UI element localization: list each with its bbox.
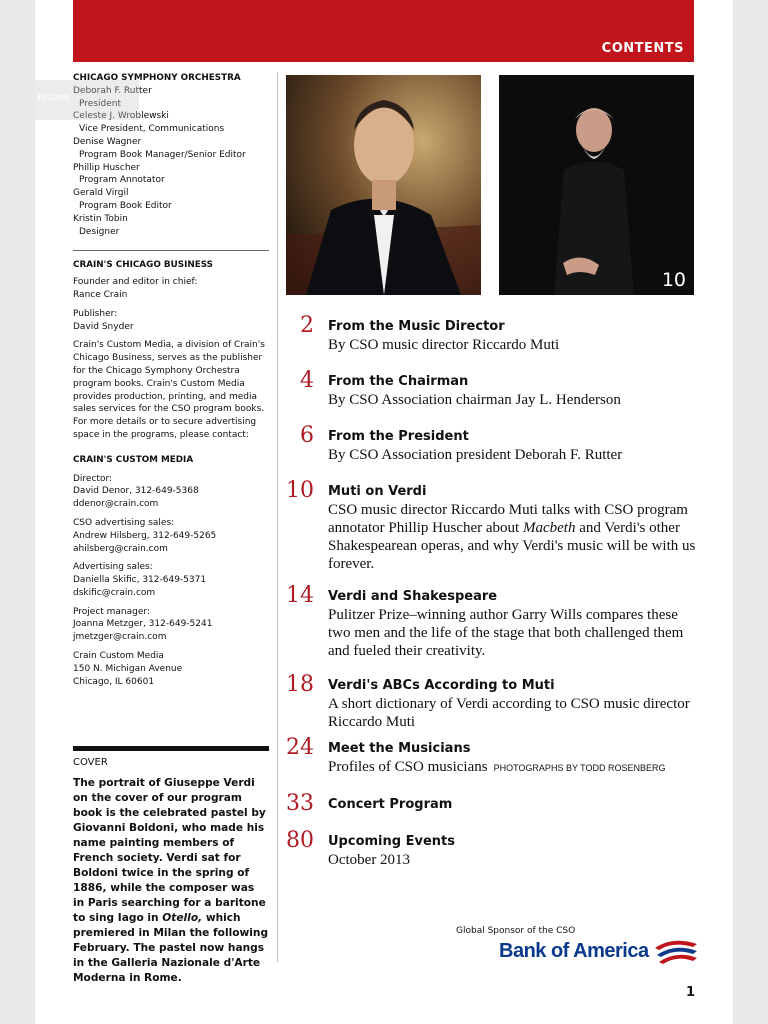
bank-of-america-logo[interactable] (499, 938, 699, 964)
toc-description: By CSO music director Riccardo Muti (328, 337, 560, 353)
publisher-blurb: Crain's Custom Media, a division of Crain's Chicago Business, serves as the publisher for the Chicago Symphony Orchestra program books. Crain's Custom Media provides production, printing, and media sales services for the CSO program books. For more details or to secure advertising space in the programs, please contact: (73, 340, 265, 440)
cover-label: COVER (73, 757, 108, 769)
toc-title: Muti on Verdi (328, 484, 427, 499)
toc-title: From the President (328, 429, 469, 444)
photo-credit: PHOTOGRAPHS BY TODD ROSENBERG (493, 763, 666, 773)
divider (73, 250, 269, 251)
toc-title: Concert Program (328, 797, 453, 812)
toc-page-number: 2 (300, 313, 314, 338)
ad-sales-email[interactable]: ahilsberg@crain.com (73, 543, 168, 554)
crains-business-heading: CRAIN'S CHICAGO BUSINESS (73, 260, 213, 271)
toc-description: October 2013 (328, 852, 411, 868)
publisher-label: Publisher: (73, 308, 118, 319)
toc-page-number: 14 (286, 583, 314, 608)
toc-page-number: 18 (286, 672, 314, 697)
masthead (73, 72, 269, 986)
flag-icon (653, 938, 699, 964)
director-email[interactable]: ddenor@crain.com (73, 499, 159, 510)
staff-role: Program Annotator (79, 175, 165, 186)
crains-custom-heading: CRAIN'S CUSTOM MEDIA (73, 454, 194, 465)
toc-item[interactable] (280, 672, 700, 731)
toc-page-number: 4 (300, 368, 314, 393)
table-of-contents (280, 313, 700, 869)
toc-description: A short dictionary of Verdi according to CSO music director Riccardo Muti (328, 696, 690, 730)
publisher-name: David Snyder (73, 321, 134, 332)
sponsor-label: Global Sponsor of the CSO (456, 926, 576, 936)
staff-role: Program Book Manager/Senior Editor (79, 149, 246, 160)
director-contact: David Denor, 312-649-5368 (73, 486, 199, 497)
toc-item[interactable] (280, 478, 700, 573)
toc-page-number: 24 (286, 735, 314, 760)
toc-item[interactable] (280, 368, 700, 409)
staff-name: Gerald Virgil (73, 188, 129, 199)
toc-title: Verdi's ABCs According to Muti (328, 678, 555, 693)
founder-name: Rance Crain (73, 289, 128, 300)
toc-description: Profiles of CSO musicians PHOTOGRAPHS BY TODD ROSENBERG (328, 759, 666, 775)
director-label: Director: (73, 473, 113, 484)
sales-contact: Daniella Skific, 312-649-5371 (73, 575, 207, 586)
toc-title: Meet the Musicians (328, 741, 471, 756)
issues-badge[interactable]: Issues (35, 80, 139, 120)
verdi-page-ref: 10 (661, 269, 686, 291)
pm-label: Project manager: (73, 606, 150, 617)
staff-name: Deborah F. Rutter (73, 85, 152, 96)
section-banner (73, 0, 694, 62)
toc-title: From the Music Director (328, 319, 505, 334)
ad-sales-contact: Andrew Hilsberg, 312-649-5265 (73, 530, 217, 541)
address-line: Chicago, IL 60601 (73, 676, 155, 687)
toc-description: By CSO Association president Deborah F. Rutter (328, 447, 623, 463)
verdi-portrait-art (499, 75, 694, 295)
cso-heading: CHICAGO SYMPHONY ORCHESTRA (73, 73, 241, 83)
ad-sales-label: CSO advertising sales: (73, 517, 175, 528)
muti-photo[interactable] (286, 75, 481, 295)
staff-role: President (79, 98, 121, 109)
column-divider (277, 72, 278, 962)
toc-page-number: 10 (286, 478, 314, 503)
cover-divider (73, 746, 269, 751)
cover-description: The portrait of Giuseppe Verdi on the cover of our program book is the celebrated pastel by Giovanni Boldoni, who made his name painting members of French society. Verdi sat for Boldoni twice in the spring of 1886, while the composer was in Paris searching for a baritone to sing Iago in Otello, which premiered in Milan the following February. The pastel now hangs in the Galleria Nazionale d'Arte Moderna in Rome. (73, 777, 269, 985)
toc-item[interactable] (280, 313, 700, 354)
staff-name: Celeste J. Wroblewski (73, 111, 169, 122)
toc-title: From the Chairman (328, 374, 469, 389)
pm-email[interactable]: jmetzger@crain.com (73, 632, 167, 643)
toc-item[interactable] (280, 423, 700, 464)
toc-page-number: 33 (286, 791, 314, 816)
toc-description: CSO music director Riccardo Muti talks with CSO program annotator Phillip Huscher about Macbeth and Verdi's other Shakespearean operas, and why Verdi's music will be with us forever. (328, 502, 696, 572)
address-line: Crain Custom Media (73, 651, 164, 662)
staff-role: Vice President, Communications (79, 124, 225, 135)
sales-email[interactable]: dskific@crain.com (73, 587, 156, 598)
verdi-photo[interactable] (499, 75, 694, 295)
toc-description: Pulitzer Prize–winning author Garry Wills compares these two men and the life of the stage that both challenged them and fueled their creativity. (328, 607, 684, 659)
staff-role: Program Book Editor (79, 200, 172, 211)
sponsor-brand: Bank of America (499, 939, 649, 962)
toc-page-number: 80 (286, 828, 314, 853)
toc-title: Verdi and Shakespeare (328, 589, 498, 604)
staff-name: Phillip Huscher (73, 162, 140, 173)
toc-item[interactable] (280, 828, 700, 869)
toc-item[interactable] (280, 583, 700, 660)
section-title: CONTENTS (601, 41, 684, 56)
toc-description: By CSO Association chairman Jay L. Henderson (328, 392, 621, 408)
staff-name: Denise Wagner (73, 136, 142, 147)
staff-role: Designer (79, 226, 120, 237)
sales-label: Advertising sales: (73, 562, 153, 573)
toc-title: Upcoming Events (328, 834, 455, 849)
staff-name: Kristin Tobin (73, 213, 128, 224)
toc-item[interactable] (280, 791, 700, 816)
toc-item[interactable] (280, 735, 700, 777)
founder-label: Founder and editor in chief: (73, 277, 198, 288)
address-line: 150 N. Michigan Avenue (73, 663, 183, 674)
toc-page-number: 6 (300, 423, 314, 448)
page-number: 1 (686, 985, 696, 1000)
pm-contact: Joanna Metzger, 312-649-5241 (73, 619, 213, 630)
